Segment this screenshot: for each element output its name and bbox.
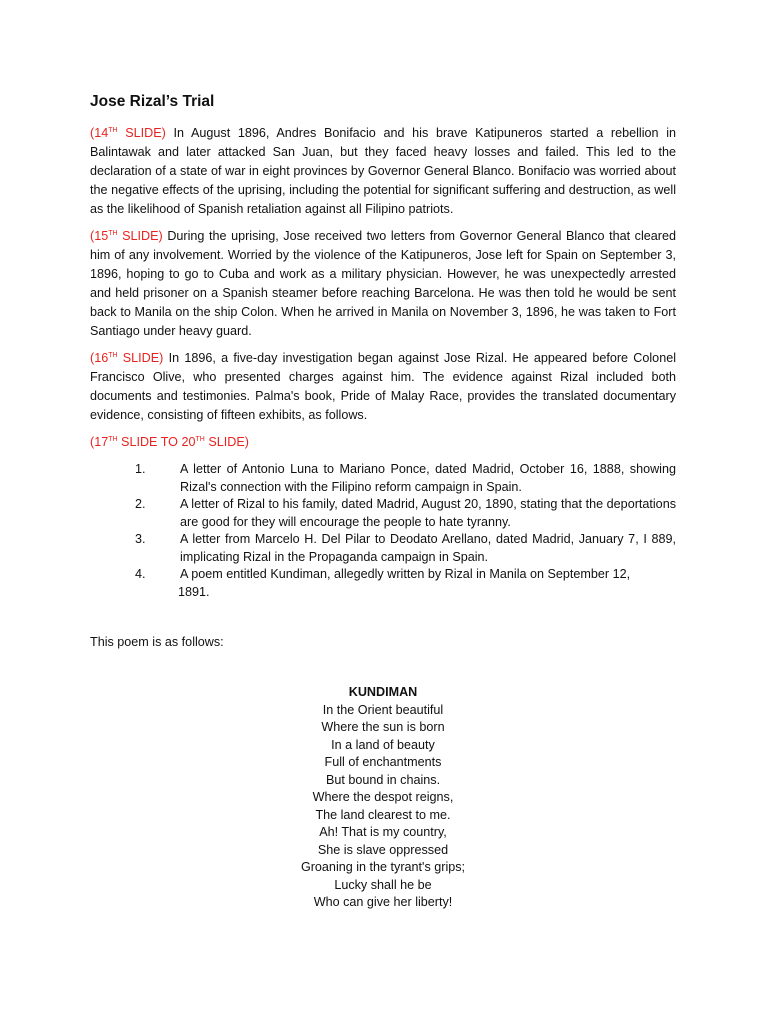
- poem-line: But bound in chains.: [325, 772, 441, 787]
- exhibit-list: [90, 461, 676, 601]
- list-item-text: A poem entitled Kundiman, allegedly written by Rizal in Manila on September 12,: [180, 567, 631, 581]
- poem-title: KUNDIMAN: [348, 685, 418, 699]
- slide-range-mid: SLIDE TO 20: [117, 435, 196, 449]
- slide-tag-number: (15: [90, 229, 109, 243]
- poem-line: Ah! That is my country,: [319, 825, 447, 839]
- slide-tag-number: (16: [90, 351, 109, 365]
- poem-line: Where the sun is born: [321, 720, 445, 734]
- paragraph-slide-16: [90, 349, 676, 425]
- paragraph-text: In 1896, a five-day investigation began against Jose Rizal. He appeared before Colonel Francisco Olive, who presented charges against him. The evidence against Rizal included both documents and testimonies. Palma's book, Pride of Malay Race, provides the translated documentary evidence, consisting of fifteen exhibits, as follows.: [90, 351, 676, 422]
- slide-range-end: SLIDE): [204, 435, 249, 449]
- poem-line: Where the despot reigns,: [312, 790, 454, 804]
- paragraph-slide-15: [90, 227, 676, 341]
- document-page: [90, 92, 676, 912]
- slide-tag-label: SLIDE): [117, 351, 164, 365]
- list-item-continuation: 1891.: [178, 584, 210, 599]
- poem-intro: This poem is as follows:: [90, 635, 224, 649]
- list-number: 4.: [135, 567, 146, 581]
- list-item: [90, 496, 676, 531]
- poem-line: In the Orient beautiful: [322, 702, 444, 717]
- poem-line: Lucky shall he be: [334, 877, 432, 892]
- slide-range-start: (17: [90, 435, 109, 449]
- slide-range-heading: [90, 433, 676, 452]
- list-item: [90, 566, 676, 601]
- poem-line: She is slave oppressed: [317, 842, 449, 857]
- list-item: [90, 531, 676, 566]
- list-number: 1.: [135, 462, 146, 476]
- slide-tag: [90, 351, 163, 365]
- slide-tag-suffix: TH: [108, 230, 118, 237]
- paragraph-slide-14: [90, 124, 676, 219]
- slide-tag-label: SLIDE): [117, 229, 163, 243]
- page-title: Jose Rizal’s Trial: [90, 93, 215, 110]
- list-number: 3.: [135, 532, 146, 546]
- paragraph-text: During the uprising, Jose received two letters from Governor General Blanco that cleared him of any involvement. Worried by the violence of the Katipuneros, Jose left for Spain on September 3, 1896, hoping to go to Cuba and work as a military physician. However, he was unexpectedly arrested and held prisoner on a Spanish steamer before reaching Barcelona. He was then told he would be sent back to Manila on the ship Colon. When he arrived in Manila on November 3, 1896, he was taken to Fort Santiago under heavy guard.: [90, 229, 676, 338]
- slide-range-suffix: TH: [195, 436, 205, 443]
- slide-range-suffix: TH: [108, 436, 118, 443]
- slide-tag: [90, 126, 166, 140]
- poem-line: Who can give her liberty!: [313, 895, 453, 909]
- slide-tag-suffix: TH: [108, 127, 118, 134]
- poem-line: Full of enchantments: [324, 755, 442, 769]
- poem-line: Groaning in the tyrant's grips;: [300, 860, 466, 874]
- list-item: [90, 461, 676, 496]
- paragraph-text: In August 1896, Andres Bonifacio and his brave Katipuneros started a rebellion in Balintawak and later attacked San Juan, but they faced heavy losses and failed. This led to the declaration of a state of war in eight provinces by Governor General Blanco. Bonifacio was worried about the negative effects of the uprising, including the potential for significant suffering and destruction, as well as the likelihood of Spanish retaliation against all Filipino patriots.: [90, 126, 676, 216]
- slide-range-tag: [90, 435, 249, 449]
- slide-tag: [90, 229, 163, 243]
- list-number: 2.: [135, 497, 146, 511]
- slide-tag-number: (14: [90, 126, 109, 140]
- poem: [90, 684, 676, 912]
- list-item-text: A letter of Antonio Luna to Mariano Ponce, dated Madrid, October 16, 1888, showing Rizal's connection with the Filipino reform campaign in Spain.: [180, 462, 676, 494]
- list-item-text: A letter from Marcelo H. Del Pilar to Deodato Arellano, dated Madrid, January 7, I 889, implicating Rizal in the Propaganda campaign in Spain.: [180, 532, 676, 564]
- slide-tag-suffix: TH: [108, 352, 118, 359]
- list-item-text: A letter of Rizal to his family, dated Madrid, August 20, 1890, stating that the deportations are good for they will encourage the people to hate tyranny.: [180, 497, 676, 529]
- slide-tag-label: SLIDE): [117, 126, 166, 140]
- poem-line: The land clearest to me.: [315, 807, 451, 822]
- poem-line: In a land of beauty: [331, 737, 435, 752]
